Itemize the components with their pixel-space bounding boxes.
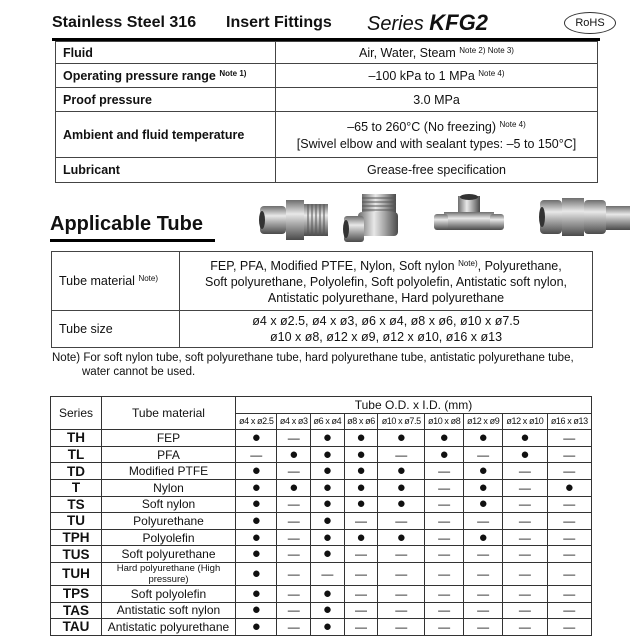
available-mark: ● [378,479,425,496]
tube-material-cell: Modified PTFE [102,463,236,480]
unavailable-mark: — [277,585,311,602]
compat-row [51,463,592,480]
spec-value: Air, Water, Steam $^{Note 2) Note 3)}$ [276,42,598,64]
rohs-badge: RoHS [564,12,616,34]
unavailable-mark: — [503,496,547,513]
unavailable-mark: — [503,513,547,530]
unavailable-mark: — [277,619,311,636]
spec-table [55,41,598,183]
series-code-cell: TUH [51,562,102,585]
unavailable-mark: — [503,619,547,636]
unavailable-mark: — [277,496,311,513]
available-mark: ● [378,529,425,546]
available-mark: ● [311,602,345,619]
size-column-header: ø12 x ø10 [503,413,547,430]
tube-material-cell: Soft nylon [102,496,236,513]
unavailable-mark: — [277,430,311,447]
unavailable-mark: — [503,546,547,563]
unavailable-mark: — [277,529,311,546]
available-mark: ● [503,430,547,447]
size-column-header: ø10 x ø7.5 [378,413,425,430]
size-column-header: ø8 x ø6 [344,413,378,430]
unavailable-mark: — [503,602,547,619]
available-mark: ● [464,430,503,447]
unavailable-mark: — [547,446,591,463]
unavailable-mark: — [378,446,425,463]
unavailable-mark: — [464,585,503,602]
tube-material-cell: PFA [102,446,236,463]
tube-size-value: ø4 x ø2.5, ø4 x ø3, ø6 x ø4, ø8 x ø6, ø10 x ø7.5 ø10 x ø8, ø12 x ø9, ø12 x ø10, ø16 x ø13 [180,311,593,348]
fitting-photos [258,186,630,248]
unavailable-mark: — [464,619,503,636]
unavailable-mark: — [378,602,425,619]
unavailable-mark: — [547,546,591,563]
col-size-group-header: Tube O.D. x I.D. (mm) [236,397,592,414]
series-code-cell: TH [51,430,102,447]
unavailable-mark: — [547,619,591,636]
size-column-header: ø10 x ø8 [425,413,464,430]
unavailable-mark: — [547,529,591,546]
available-mark: ● [236,479,277,496]
available-mark: ● [464,496,503,513]
tube-material-cell: Polyolefin [102,529,236,546]
available-mark: ● [236,619,277,636]
available-mark: ● [344,446,378,463]
unavailable-mark: — [277,546,311,563]
spec-row [56,64,598,88]
tube-material-value: FEP, PFA, Modified PTFE, Nylon, Soft nylon $^{Note)}$, Polyurethane, Soft polyurethane, Polyolefin, Soft polyolefin, Antistatic soft nylon, Antistatic polyurethane, Hard polyurethane [180,252,593,311]
applicable-tube-title: Applicable Tube [50,213,203,235]
unavailable-mark: — [425,619,464,636]
compat-row [51,496,592,513]
available-mark: ● [311,496,345,513]
series-code-cell: TPH [51,529,102,546]
size-column-header: ø4 x ø2.5 [236,413,277,430]
size-column-header: ø6 x ø4 [311,413,345,430]
unavailable-mark: — [425,513,464,530]
compat-row [51,529,592,546]
size-column-header: ø16 x ø13 [547,413,591,430]
unavailable-mark: — [425,479,464,496]
available-mark: ● [344,496,378,513]
spec-label: Proof pressure [56,88,276,112]
available-mark: ● [547,479,591,496]
tube-size-label: Tube size [52,311,180,348]
spec-label: Operating pressure range $^{Note 1)}$ [56,64,276,88]
series-code-cell: TPS [51,585,102,602]
series-code-cell: TD [51,463,102,480]
series-prefix: Series [367,13,424,35]
col-material-header: Tube material [102,397,236,430]
unavailable-mark: — [378,619,425,636]
spec-value: –100 kPa to 1 MPa $^{Note 4)}$ [276,64,598,88]
unavailable-mark: — [503,585,547,602]
unavailable-mark: — [378,585,425,602]
page-header [52,8,612,36]
series-code-cell: TL [51,446,102,463]
unavailable-mark: — [277,463,311,480]
unavailable-mark: — [464,446,503,463]
available-mark: ● [277,446,311,463]
compat-row [51,619,592,636]
available-mark: ● [236,513,277,530]
unavailable-mark: — [425,463,464,480]
tube-row-size [52,311,593,348]
unavailable-mark: — [311,562,345,585]
spec-value: 3.0 MPa [276,88,598,112]
compat-row [51,479,592,496]
available-mark: ● [236,585,277,602]
unavailable-mark: — [277,562,311,585]
unavailable-mark: — [547,602,591,619]
available-mark: ● [311,585,345,602]
unavailable-mark: — [464,562,503,585]
unavailable-mark: — [547,463,591,480]
available-mark: ● [311,430,345,447]
available-mark: ● [378,430,425,447]
unavailable-mark: — [378,546,425,563]
tube-material-cell: Soft polyolefin [102,585,236,602]
tube-material-cell: Polyurethane [102,513,236,530]
series-code-cell: TAS [51,602,102,619]
available-mark: ● [464,463,503,480]
unavailable-mark: — [464,602,503,619]
available-mark: ● [311,546,345,563]
available-mark: ● [236,602,277,619]
tube-compatibility-table [50,396,592,636]
available-mark: ● [236,562,277,585]
unavailable-mark: — [464,513,503,530]
tube-material-cell: FEP [102,430,236,447]
note-line: water cannot be used. [82,366,196,378]
union-fitting-image [539,198,630,236]
unavailable-mark: — [547,430,591,447]
available-mark: ● [311,513,345,530]
elbow-fitting-image [343,194,398,242]
series-code-cell: TS [51,496,102,513]
spec-row [56,112,598,158]
available-mark: ● [464,529,503,546]
size-column-header: ø4 x ø3 [277,413,311,430]
unavailable-mark: — [503,562,547,585]
unavailable-mark: — [378,513,425,530]
unavailable-mark: — [344,546,378,563]
unavailable-mark: — [503,463,547,480]
available-mark: ● [311,446,345,463]
product-title: Insert Fittings [226,14,332,31]
available-mark: ● [236,546,277,563]
unavailable-mark: — [425,602,464,619]
available-mark: ● [236,496,277,513]
col-series-header: Series [51,397,102,430]
compat-row [51,430,592,447]
available-mark: ● [344,479,378,496]
available-mark: ● [311,619,345,636]
spec-value: –65 to 260°C (No freezing) $^{Note 4)}$ [Swivel elbow and with sealant types: –5 to 150°C] [276,112,598,158]
available-mark: ● [378,463,425,480]
compat-row [51,562,592,585]
unavailable-mark: — [425,546,464,563]
available-mark: ● [236,463,277,480]
unavailable-mark: — [547,562,591,585]
tube-material-label: Tube material $^{Note)}$ [52,252,180,311]
available-mark: ● [236,430,277,447]
unavailable-mark: — [378,562,425,585]
available-mark: ● [425,446,464,463]
material-title: Stainless Steel 316 [52,14,197,31]
spec-label: Lubricant [56,158,276,183]
unavailable-mark: — [236,446,277,463]
tube-row-material [52,252,593,311]
unavailable-mark: — [425,562,464,585]
tube-material-cell: Hard polyurethane (High pressure) [102,562,236,585]
unavailable-mark: — [503,479,547,496]
note-line: Note) For soft nylon tube, soft polyurethane tube, hard polyurethane tube, antistatic polyurethane tube, [52,352,574,364]
unavailable-mark: — [503,529,547,546]
unavailable-mark: — [344,602,378,619]
unavailable-mark: — [547,513,591,530]
series-code-cell: TAU [51,619,102,636]
unavailable-mark: — [425,585,464,602]
available-mark: ● [277,479,311,496]
spec-value: Grease-free specification [276,158,598,183]
tube-material-cell: Antistatic polyurethane [102,619,236,636]
unavailable-mark: — [425,496,464,513]
tube-material-cell: Nylon [102,479,236,496]
series-code-cell: TUS [51,546,102,563]
available-mark: ● [344,529,378,546]
tube-material-cell: Antistatic soft nylon [102,602,236,619]
available-mark: ● [344,463,378,480]
unavailable-mark: — [344,585,378,602]
compat-row [51,602,592,619]
unavailable-mark: — [547,585,591,602]
available-mark: ● [311,529,345,546]
available-mark: ● [464,479,503,496]
unavailable-mark: — [547,496,591,513]
available-mark: ● [311,463,345,480]
spec-row [56,158,598,183]
compat-row [51,446,592,463]
male-connector-image [259,200,328,240]
tee-fitting-image [434,194,504,230]
series-title [367,10,488,36]
compat-row [51,513,592,530]
unavailable-mark: — [344,513,378,530]
series-code-cell: T [51,479,102,496]
size-column-header: ø12 x ø9 [464,413,503,430]
available-mark: ● [236,529,277,546]
unavailable-mark: — [277,513,311,530]
unavailable-mark: — [464,546,503,563]
available-mark: ● [378,496,425,513]
spec-label: Fluid [56,42,276,64]
unavailable-mark: — [277,602,311,619]
available-mark: ● [311,479,345,496]
series-code-cell: TU [51,513,102,530]
available-mark: ● [503,446,547,463]
tube-material-cell: Soft polyurethane [102,546,236,563]
compat-row [51,585,592,602]
tube-note [52,351,574,379]
spec-row [56,88,598,112]
applicable-tube-table [51,251,593,348]
series-code: KFG2 [429,10,488,35]
compat-row [51,546,592,563]
title-underline [50,239,215,242]
unavailable-mark: — [344,619,378,636]
available-mark: ● [425,430,464,447]
unavailable-mark: — [344,562,378,585]
spec-row [56,42,598,64]
available-mark: ● [344,430,378,447]
spec-label: Ambient and fluid temperature [56,112,276,158]
unavailable-mark: — [425,529,464,546]
